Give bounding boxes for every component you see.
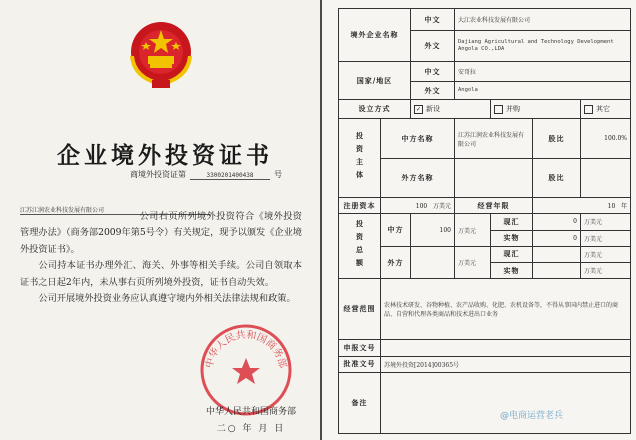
cn-kind-unit: 万美元	[581, 230, 631, 246]
setup-option-merger[interactable]: 并购	[491, 100, 581, 118]
certificate-right-page	[322, 0, 636, 440]
ratio-cn-label: 股比	[533, 118, 581, 159]
ratio-foreign-value	[581, 159, 631, 198]
ratio-cn-value: 100.0%	[581, 118, 631, 159]
body-paragraph-3: 公司开展境外投资业务应认真遵守境内外相关法律法规和政策。	[38, 293, 296, 305]
foreign-side-label: 外方	[381, 246, 411, 279]
cn-total-unit: 万美元	[455, 214, 491, 247]
scope-label: 经营范围	[339, 279, 381, 340]
reg-capital-label: 注册资本	[339, 198, 381, 214]
foreign-total-value	[411, 246, 455, 279]
name-en-label: 外文	[411, 31, 455, 62]
remark-label: 备注	[339, 372, 381, 433]
investor-label: 投资主体	[339, 118, 381, 197]
remark-value	[381, 372, 631, 433]
certificate-body	[20, 209, 302, 307]
watermark: @电商运营老兵	[500, 411, 564, 421]
total-investment-label: 投资总额	[339, 214, 381, 279]
investor-cn-label: 中方名称	[381, 118, 455, 159]
setup-option-other[interactable]: 其它	[581, 100, 631, 118]
certificate-number-suffix: 号	[274, 170, 282, 179]
certificate-title: 企业境外投资证书	[57, 142, 273, 169]
setup-option-new[interactable]: ✓ 新设	[411, 100, 491, 118]
national-emblem-icon	[124, 16, 198, 92]
cn-fx-value: 0	[533, 214, 581, 230]
body-paragraph-2: 公司持本证书办理外汇、海关、外事等相关手续。公司自领取本证书之日起2年内，未从事右页所列境外投资，证书自动失效。	[20, 260, 302, 288]
country-en-value: Angola	[455, 82, 631, 100]
checkbox-icon[interactable]	[494, 105, 503, 114]
checkbox-icon[interactable]	[584, 105, 593, 114]
apply-no-label: 申报文号	[339, 340, 381, 356]
investor-cn-value: 江苏江润农业科技发展有限公司	[455, 118, 533, 159]
cn-side-label: 中方	[381, 214, 411, 247]
foreign-kind-label: 实物	[491, 263, 533, 279]
svg-text:中华人民共和国商务部: 中华人民共和国商务部	[204, 329, 288, 370]
company-name-fill: 江苏江润农业科技发展有限公司	[20, 205, 210, 215]
body-paragraph-1: 公司右页所列境外投资符合《境外投资管理办法》（商务部2009年第5号令）有关规定，现予以颁发《企业境外投资证书》。	[20, 211, 302, 255]
certificate-number-label: 商境外投资证第	[130, 170, 186, 179]
country-label: 国家/地区	[339, 61, 411, 100]
certificate-number-line	[130, 169, 282, 180]
term-label: 经营年限	[455, 198, 533, 214]
country-cn-value: 安哥拉	[455, 61, 631, 81]
country-cn-label: 中文	[411, 61, 455, 81]
apply-no-value	[381, 340, 631, 356]
foreign-kind-unit: 万美元	[581, 263, 631, 279]
name-cn-label: 中文	[411, 9, 455, 31]
ratio-foreign-label: 股比	[533, 159, 581, 198]
approve-no-value: 苏境外投资[2014]00365号	[381, 356, 631, 372]
country-en-label: 外文	[411, 82, 455, 100]
name-cn-value: 大江农业科技发展有限公司	[455, 9, 631, 31]
cn-total-value: 100	[411, 214, 455, 247]
term-value: 10 年	[533, 198, 631, 214]
scope-value: 农林技术研发、谷物种植、农产品收购、化肥、农机设备等，不得从事国内禁止进口的商品、自营和代理各类商品和技术进出口业务	[381, 279, 631, 340]
reg-capital-value: 100 万美元	[381, 198, 455, 214]
foreign-fx-unit: 万美元	[581, 246, 631, 262]
foreign-fx-value	[533, 246, 581, 262]
checkbox-checked-icon[interactable]: ✓	[415, 105, 422, 113]
investor-foreign-label: 外方名称	[381, 159, 455, 198]
foreign-kind-value	[533, 263, 581, 279]
investor-foreign-value	[455, 159, 533, 198]
certificate-number: 3300201400438	[190, 172, 270, 180]
foreign-fx-label: 现汇	[491, 246, 533, 262]
investment-info-table	[338, 8, 631, 434]
issuer-name: 中华人民共和国商务部	[205, 407, 296, 417]
overseas-name-label: 境外企业名称	[339, 9, 411, 62]
foreign-total-unit: 万美元	[455, 246, 491, 279]
setup-mode-label: 设立方式	[339, 100, 411, 118]
cn-fx-unit: 万美元	[581, 214, 631, 230]
approve-no-label: 批准文号	[339, 356, 381, 372]
cn-kind-value: 0	[533, 230, 581, 246]
cn-kind-label: 实物	[491, 230, 533, 246]
cn-fx-label: 现汇	[491, 214, 533, 230]
name-en-value: Dajiang Agricultural and Technology Development Angola CO.,LDA	[455, 31, 631, 62]
issue-date: 二○ 年 月 日	[216, 424, 286, 434]
